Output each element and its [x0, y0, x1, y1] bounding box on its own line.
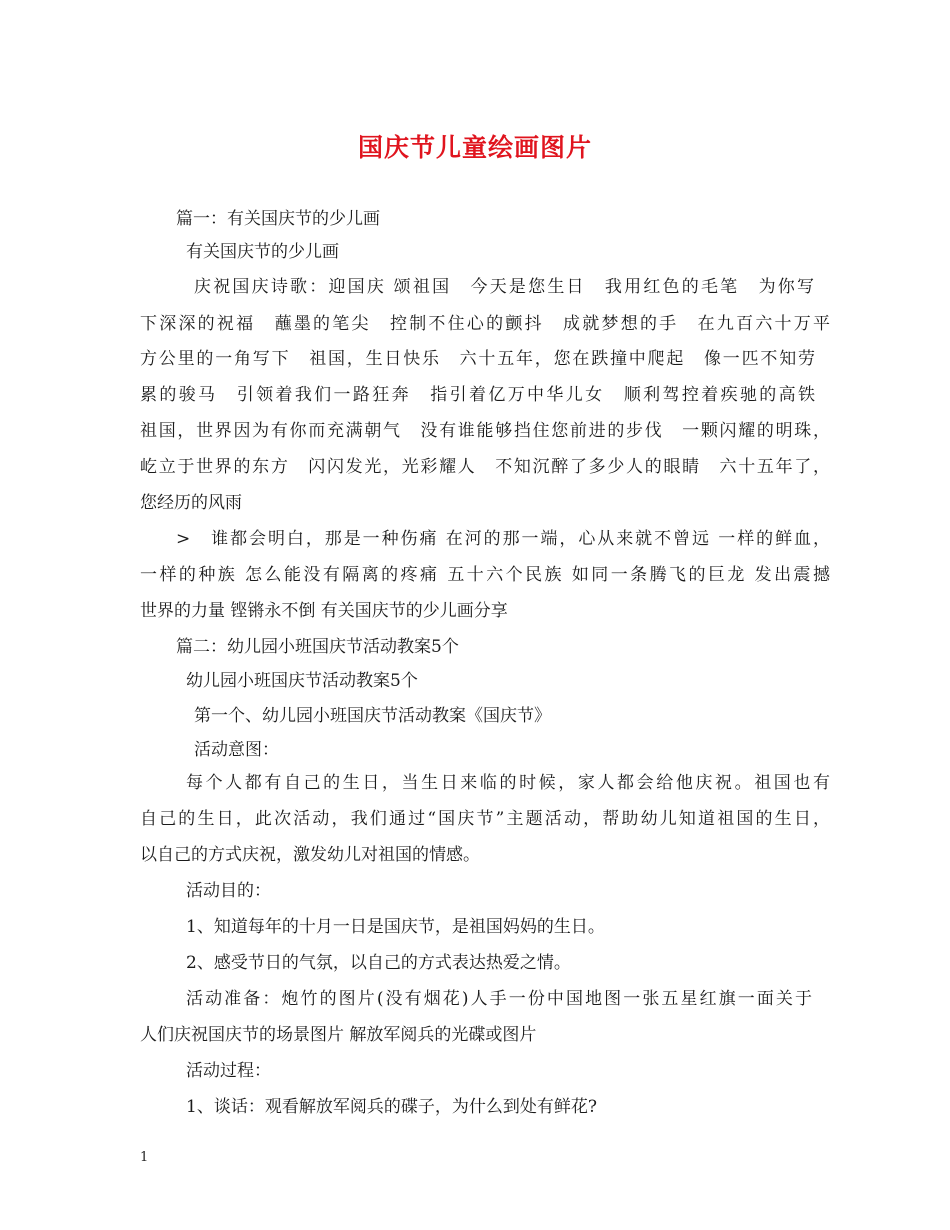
document-title: 国庆节儿童绘画图片	[357, 133, 592, 162]
subsection-label: 活动目的：	[186, 881, 271, 901]
subsection-label: 活动过程：	[186, 1061, 271, 1081]
paragraph-line: 以自己的方式庆祝，激发幼儿对祖国的情感。	[140, 845, 480, 865]
paragraph-line: 庆祝国庆诗歌：迎国庆 颂祖国 今天是您生日 我用红色的毛笔 为你写	[194, 277, 814, 297]
page-number: 1	[140, 1150, 149, 1165]
list-item: 1、知道每年的十月一日是国庆节，是祖国妈妈的生日。	[186, 917, 605, 937]
paragraph-line: 下深深的祝福 蘸墨的笔尖 控制不住心的颤抖 成就梦想的手 在九百六十万平	[140, 314, 830, 334]
paragraph-line: 您经历的风雨	[140, 493, 242, 513]
paragraph-line: 屹立于世界的东方 闪闪发光，光彩耀人 不知沉醉了多少人的眼睛 六十五年了，	[140, 457, 830, 477]
paragraph-line: 人们庆祝国庆节的场景图片 解放军阅兵的光碟或图片	[140, 1025, 537, 1045]
paragraph-line: 活动准备：炮竹的图片(没有烟花)人手一份中国地图一张五星红旗一面关于	[186, 989, 812, 1009]
paragraph-line: > 谁都会明白，那是一种伤痛 在河的那一端，心从来就不曾远 一样的鲜血，	[176, 529, 830, 549]
paragraph-line: 方公里的一角写下 祖国，生日快乐 六十五年，您在跌撞中爬起 像一匹不知劳	[140, 349, 815, 369]
subsection-label: 活动意图：	[194, 740, 279, 760]
paragraph-line: 每个人都有自己的生日，当生日来临的时候，家人都会给他庆祝。祖国也有	[186, 773, 830, 793]
section-subheading-2: 幼儿园小班国庆节活动教案5个	[186, 671, 418, 691]
paragraph-line: 世界的力量 铿锵永不倒 有关国庆节的少儿画分享	[140, 601, 508, 621]
paragraph-line: 累的骏马 引领着我们一路狂奔 指引着亿万中华儿女 顺利驾控着疾驰的高铁	[140, 385, 815, 405]
paragraph-line: 祖国，世界因为有你而充满朝气 没有谁能够挡住您前进的步伐 一颗闪耀的明珠，	[140, 421, 830, 441]
section-heading-2: 篇二：幼儿园小班国庆节活动教案5个	[176, 637, 459, 657]
list-item: 1、谈话：观看解放军阅兵的碟子，为什么到处有鲜花?	[186, 1097, 597, 1117]
paragraph-line: 自己的生日，此次活动，我们通过“国庆节”主题活动，帮助幼儿知道祖国的生日，	[140, 809, 830, 829]
lesson-title: 第一个、幼儿园小班国庆节活动教案《国庆节》	[194, 706, 551, 726]
section-subheading-1: 有关国庆节的少儿画	[186, 242, 339, 262]
paragraph-line: 一样的种族 怎么能没有隔离的疼痛 五十六个民族 如同一条腾飞的巨龙 发出震撼	[140, 565, 830, 585]
section-heading-1: 篇一：有关国庆节的少儿画	[176, 209, 380, 229]
list-item: 2、感受节日的气氛，以自己的方式表达热爱之情。	[186, 953, 571, 973]
